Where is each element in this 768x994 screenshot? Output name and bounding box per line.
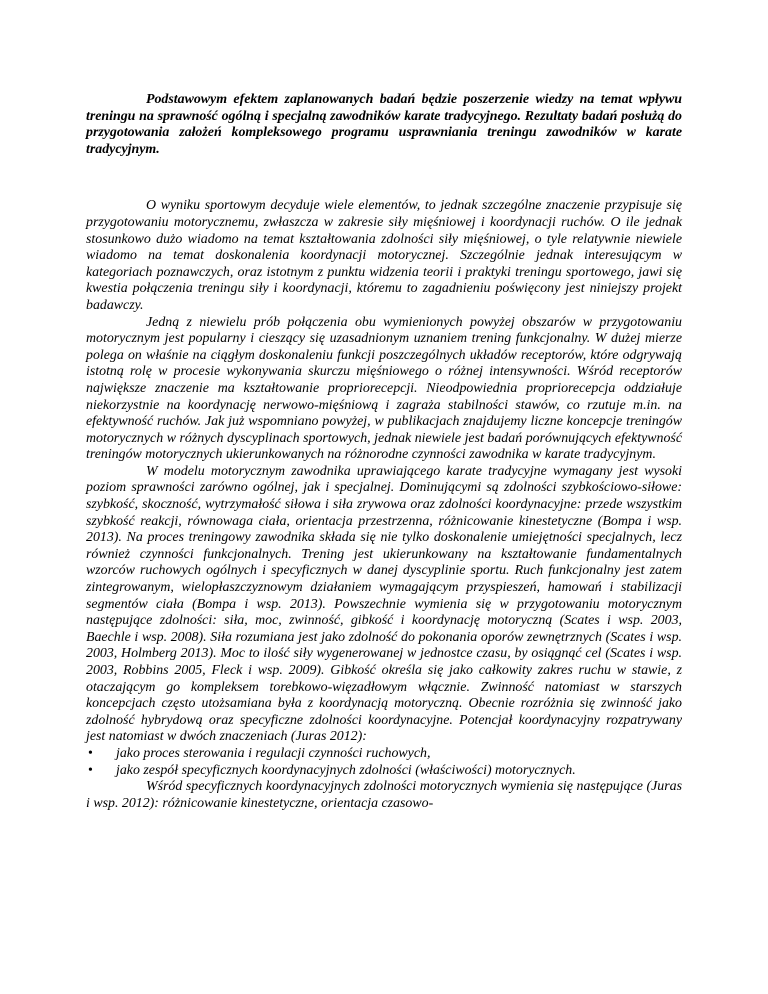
- abstract-paragraph: Podstawowym efektem zaplanowanych badań będzie poszerzenie wiedzy na temat wpływu treningu na sprawność ogólną i specjalną zawodników karate tradycyjnego. Rezultaty badań posłużą do przygotowania założeń kompleksowego programu usprawniania treningu zawodników w karate tradycyjnym.: [86, 92, 682, 157]
- bullet-icon: •: [88, 762, 93, 778]
- bullet-icon: •: [88, 745, 93, 761]
- document-page: [86, 92, 682, 812]
- body-paragraph-1: O wyniku sportowym decyduje wiele elementów, to jednak szczególne znaczenie przypisuje się przygotowaniu motorycznemu, zwłaszcza w zakresie siły mięśniowej i koordynacji ruchów. O ile jednak stosunkowo dużo wiadomo na temat kształtowania zdolności siły mięśniowej, o tyle relatywnie niewiele wiadomo na temat doskonalenia koordynacji motorycznej. Szczególnie jednak interesującym w kategoriach poznawczych, oraz istotnym z punktu widzenia teorii i praktyki treningu sportowego, jawi się kwestia połączenia treningu siły i koordynacji, któremu to zagadnieniu poświęcony jest niniejszy projekt badawczy.: [86, 198, 682, 313]
- bullet-item-text: jako proces sterowania i regulacji czynności ruchowych,: [116, 745, 431, 761]
- body-paragraph-3: W modelu motorycznym zawodnika uprawiającego karate tradycyjne wymagany jest wysoki poziom sprawności zarówno ogólnej, jak i specjalnej. Dominującymi są zdolności szybkościowo-siłowe: szybkość, skoczność, wytrzymałość siłowa i siła zrywowa oraz zdolności koordynacyjne: przede wszystkim szybkość reakcji, równowaga ciała, orientacja przestrzenna, różnicowanie kinestetyczne (Bompa i wsp. 2013). Na proces treningowy zawodnika składa się nie tylko doskonalenie umiejętności specjalnych, lecz również czynności funkcjonalnych. Trening jest ukierunkowany na kształtowanie fundamentalnych wzorców ruchowych ogólnych i specyficznych w danej dyscyplinie sportu. Ruch funkcjonalny jest zatem zintegrowanym, wielopłaszczyznowym działaniem wymagającym przyspieszeń, hamowań i stabilizacji segmentów ciała (Bompa i wsp. 2013). Powszechnie wymienia się w przygotowaniu motorycznym następujące zdolności: siła, moc, zwinność, gibkość i koordynację motoryczną (Scates i wsp. 2003, Baechle i wsp. 2008). Siła rozumiana jest jako zdolność do pokonania oporów zewnętrznych (Scates i wsp. 2003, Holmberg 2013). Moc to ilość siły wygenerowanej w jednostce czasu, by osiągnąć cel (Scates i wsp. 2003, Robbins 2005, Fleck i wsp. 2009). Gibkość określa się jako całkowity zakres ruchu w stawie, z otaczającym go kompleksem torebkowo-więzadłowym włącznie. Zwinność natomiast w starszych koncepcjach często utożsamiana była z koordynacją motoryczną. Obecnie rozróżnia się zwinność jako zdolność hybrydową oraz specyficzne zdolności koordynacyjne. Potencjał koordynacyjny rozpatrywany jest natomiast w dwóch znaczeniach (Juras 2012):: [86, 463, 682, 745]
- bullet-item-1: [86, 746, 682, 763]
- bullet-list: [86, 746, 682, 779]
- closing-paragraph: Wśród specyficznych koordynacyjnych zdolności motorycznych wymienia się następujące (Juras i wsp. 2012): różnicowanie kinestetyczne, orientacja czasowo-: [86, 779, 682, 811]
- bullet-item-text: jako zespół specyficznych koordynacyjnych zdolności (właściwości) motorycznych.: [116, 762, 576, 778]
- body-paragraph-2: Jedną z niewielu prób połączenia obu wymienionych powyżej obszarów w przygotowaniu motorycznym jest popularny i cieszący się uzasadnionym uznaniem trening funkcjonalny. W dużej mierze polega on właśnie na ciągłym doskonaleniu funkcji poszczególnych układów receptorów, które odgrywają istotną rolę w procesie wykonywania skurczu mięśniowego o różnej intensywności. Wśród receptorów największe znaczenie ma kształtowanie propriorecepcji. Nieodpowiednia propriorecepcja oddziałuje niekorzystnie na koordynację nerwowo-mięśniową i zagraża stabilności stawów, co rzutuje m.in. na efektywność ruchów. Jak już wspomniano powyżej, w publikacjach znajdujemy liczne koncepcje treningów motorycznych w różnych dyscyplinach sportowych, jednak niewiele jest badań porównujących efektywność treningów motorycznych ukierunkowanych na różnorodne czynności zawodnika w karate tradycyjnym.: [86, 314, 682, 463]
- bullet-item-2: [86, 763, 682, 780]
